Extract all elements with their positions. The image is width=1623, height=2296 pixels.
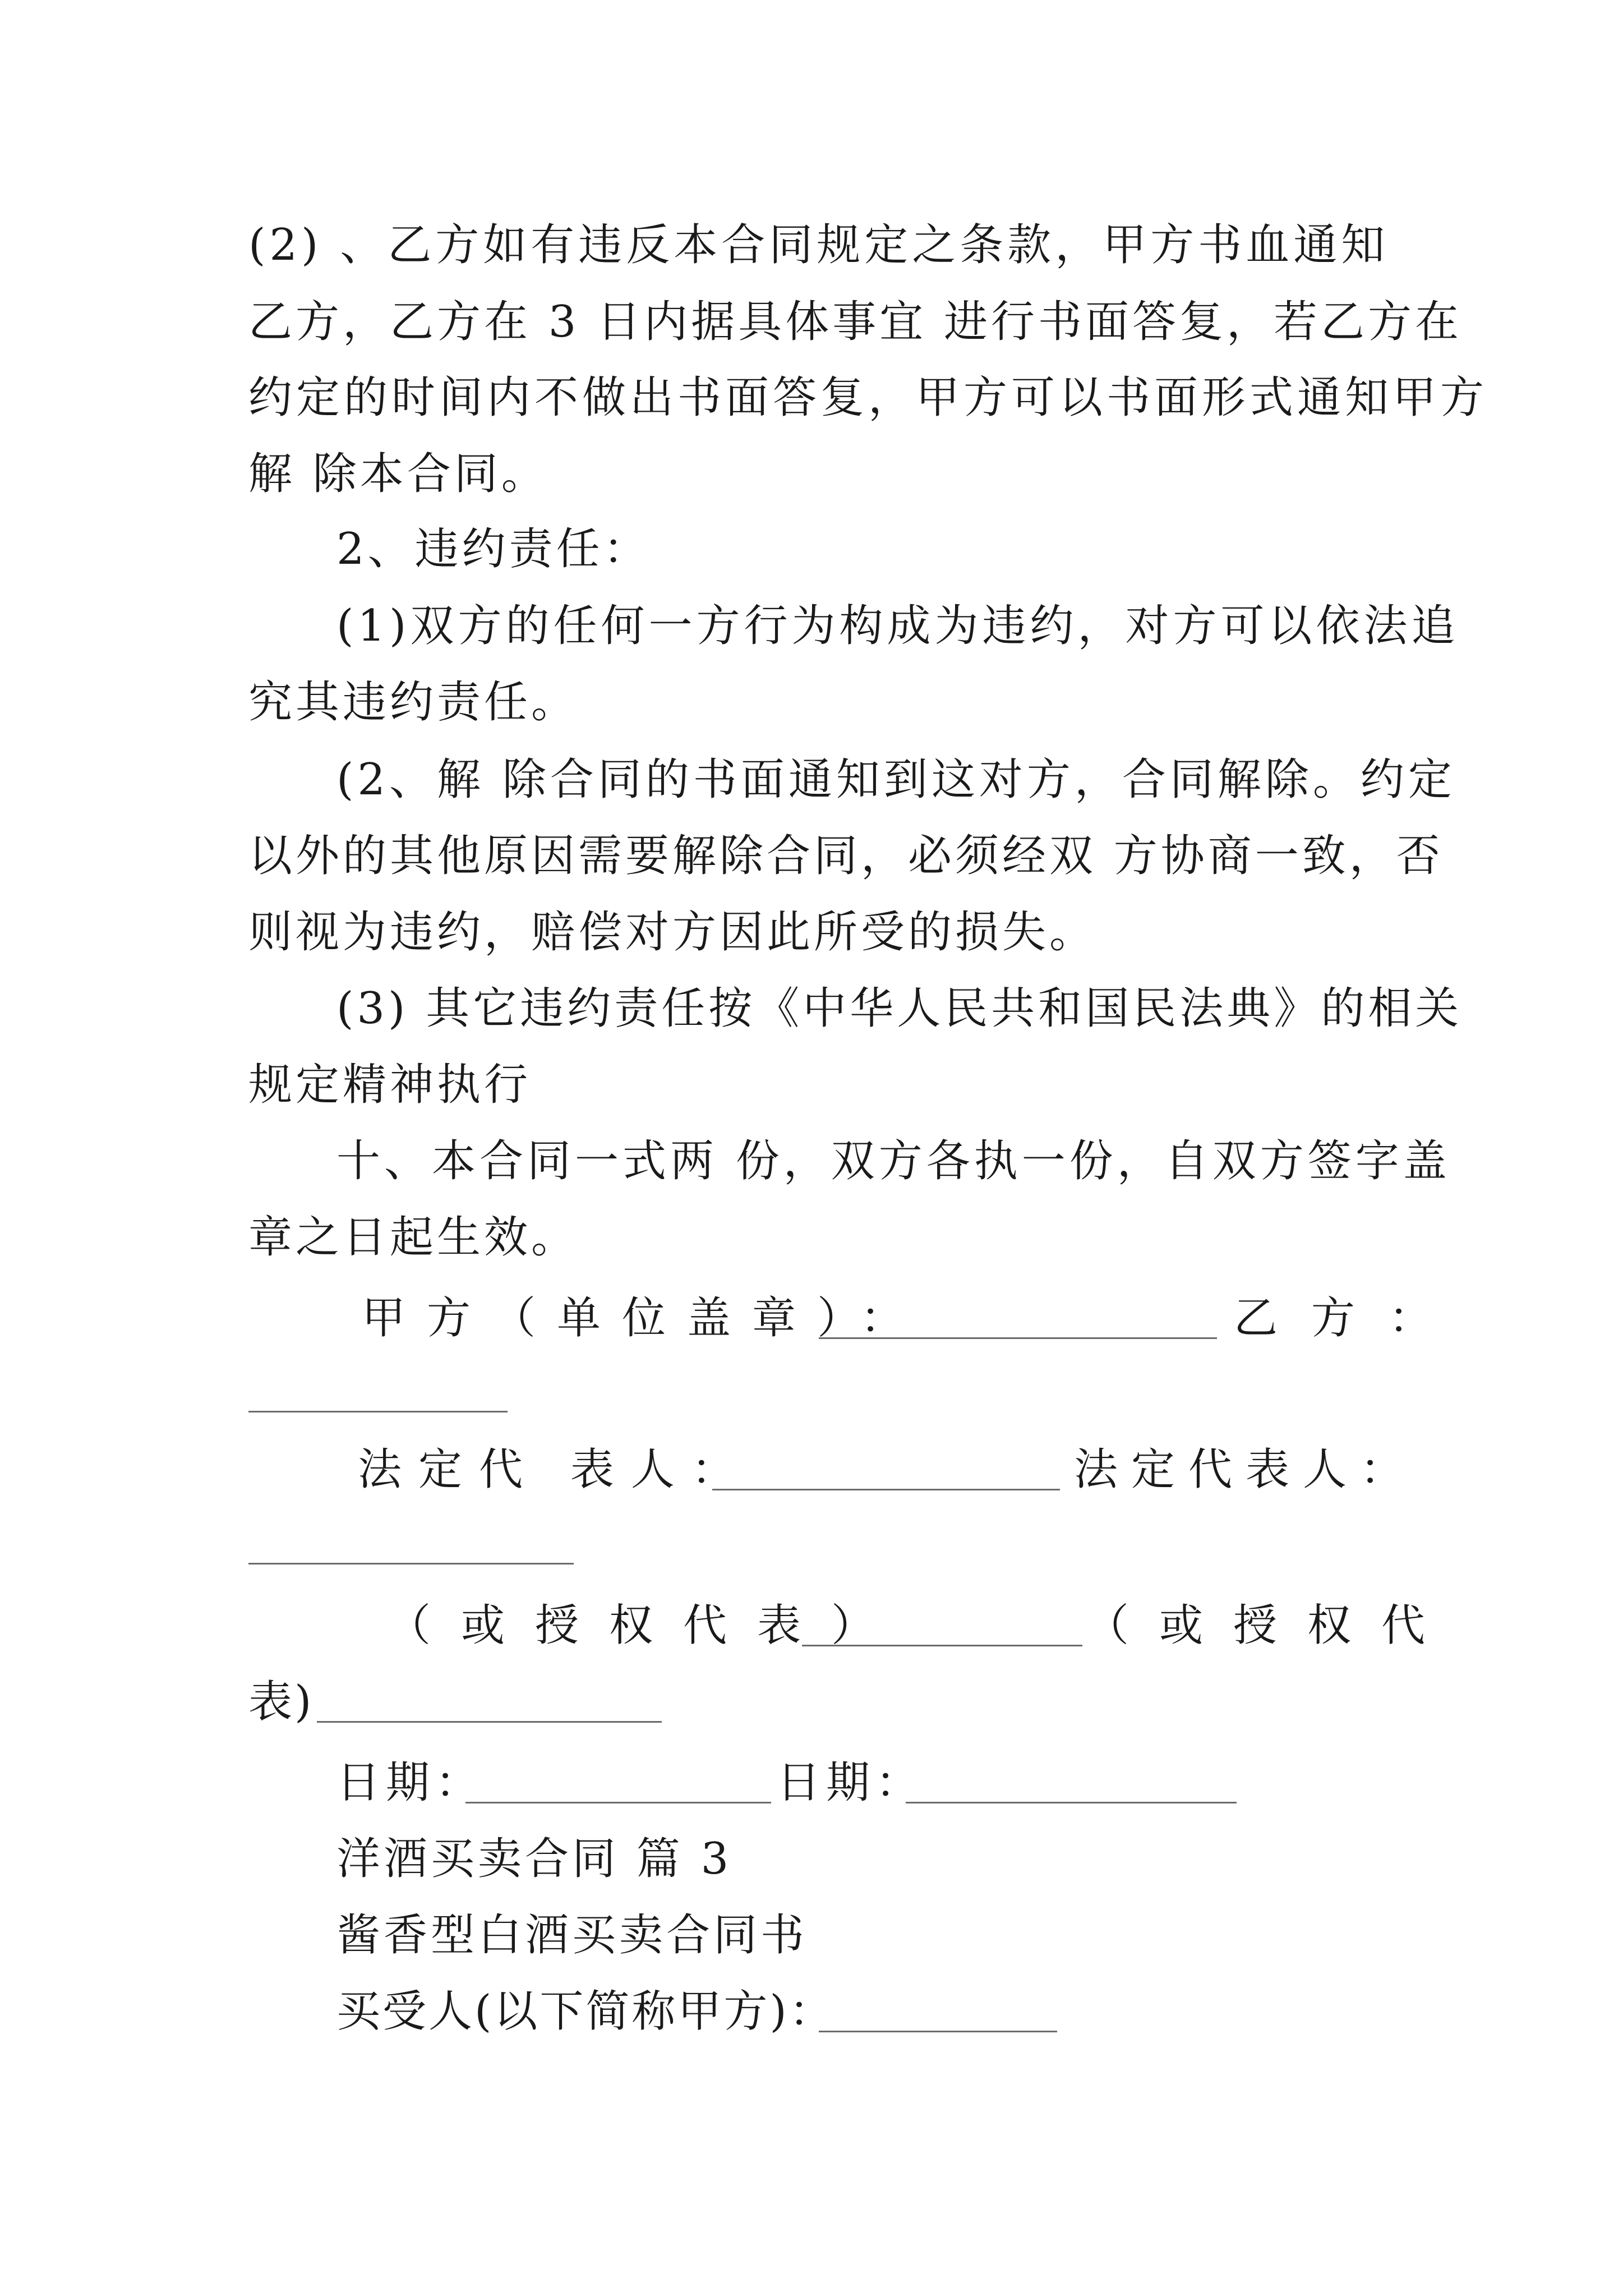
date-a-blank[interactable]: [465, 1802, 771, 1803]
party-b-label: 乙方：: [1234, 1293, 1467, 1343]
legal-rep-label-b: 法定代表人：: [1074, 1444, 1418, 1495]
paragraph-1-line-4: 解 除本合同。: [248, 449, 548, 499]
legal-rep-a-blank[interactable]: [712, 1489, 1060, 1490]
paragraph-6-line-1: 十、本合同一式两 份，双方各执一份，自双方签字盖: [336, 1136, 1451, 1186]
buyer-blank[interactable]: [819, 2031, 1057, 2032]
buyer-label: 买受人(以下简称甲方)：: [336, 1986, 835, 2037]
authorized-rep-label-b-start: （或授权代: [1085, 1600, 1456, 1651]
date-label-b: 日期：: [777, 1757, 925, 1808]
paragraph-4-line-1: (2、解 除合同的书面通知到这对方，合同解除。约定: [336, 754, 1456, 805]
legal-rep-label-a: 法定代 表人：: [358, 1444, 752, 1495]
paragraph-6-line-2: 章之日起生效。: [248, 1212, 579, 1263]
paragraph-4-line-3: 则视为违约，赔偿对方因此所受的损失。: [248, 907, 1097, 958]
paragraph-3-line-1: (1)双方的任何一方行为构成为违约，对方可以依法追: [336, 601, 1459, 651]
authorized-rep-label-a: （或授权代表）: [387, 1600, 906, 1651]
legal-rep-b-blank[interactable]: [248, 1563, 574, 1565]
authorized-rep-b-blank[interactable]: [317, 1721, 662, 1723]
date-b-blank[interactable]: [906, 1802, 1237, 1803]
paragraph-1-line-1: [248, 220, 1389, 270]
party-a-seal-label: 甲方（单位盖章）：: [362, 1293, 926, 1343]
contract-title: 酱香型白酒买卖合同书: [336, 1910, 808, 1961]
paragraph-5-line-2: 规定精神执行: [248, 1060, 532, 1110]
paragraph-4-line-2: 以外的其他原因需要解除合同，必须经双 方协商一致，否: [248, 831, 1444, 881]
paragraph-3-line-2: 究其违约责任。: [248, 677, 579, 728]
paragraph-1-line-2: 乙方，乙方在 3 日内据具体事宜 进行书面答复，若乙方在: [248, 297, 1463, 347]
authorized-rep-label-b-end: 表): [248, 1677, 314, 1727]
authorized-rep-a-blank[interactable]: [802, 1645, 1082, 1646]
next-contract-heading: 洋酒买卖合同 篇 3: [336, 1834, 732, 1884]
clause-2-text: (2) 、乙方如有违反本合同规定之条款，甲方书血通知: [248, 220, 1389, 270]
party-a-seal-blank[interactable]: [819, 1337, 1217, 1339]
paragraph-5-line-1: (3) 其它违约责任按《中华人民共和国民法典》的相关: [336, 983, 1463, 1034]
date-label-a: 日期：: [336, 1757, 485, 1808]
party-b-blank[interactable]: [248, 1411, 508, 1412]
breach-liability-heading: 2、违约责任：: [336, 524, 651, 574]
paragraph-1-line-3: 约定的时间内不做出书面答复，甲方可以书面形式通知甲方: [248, 372, 1488, 423]
